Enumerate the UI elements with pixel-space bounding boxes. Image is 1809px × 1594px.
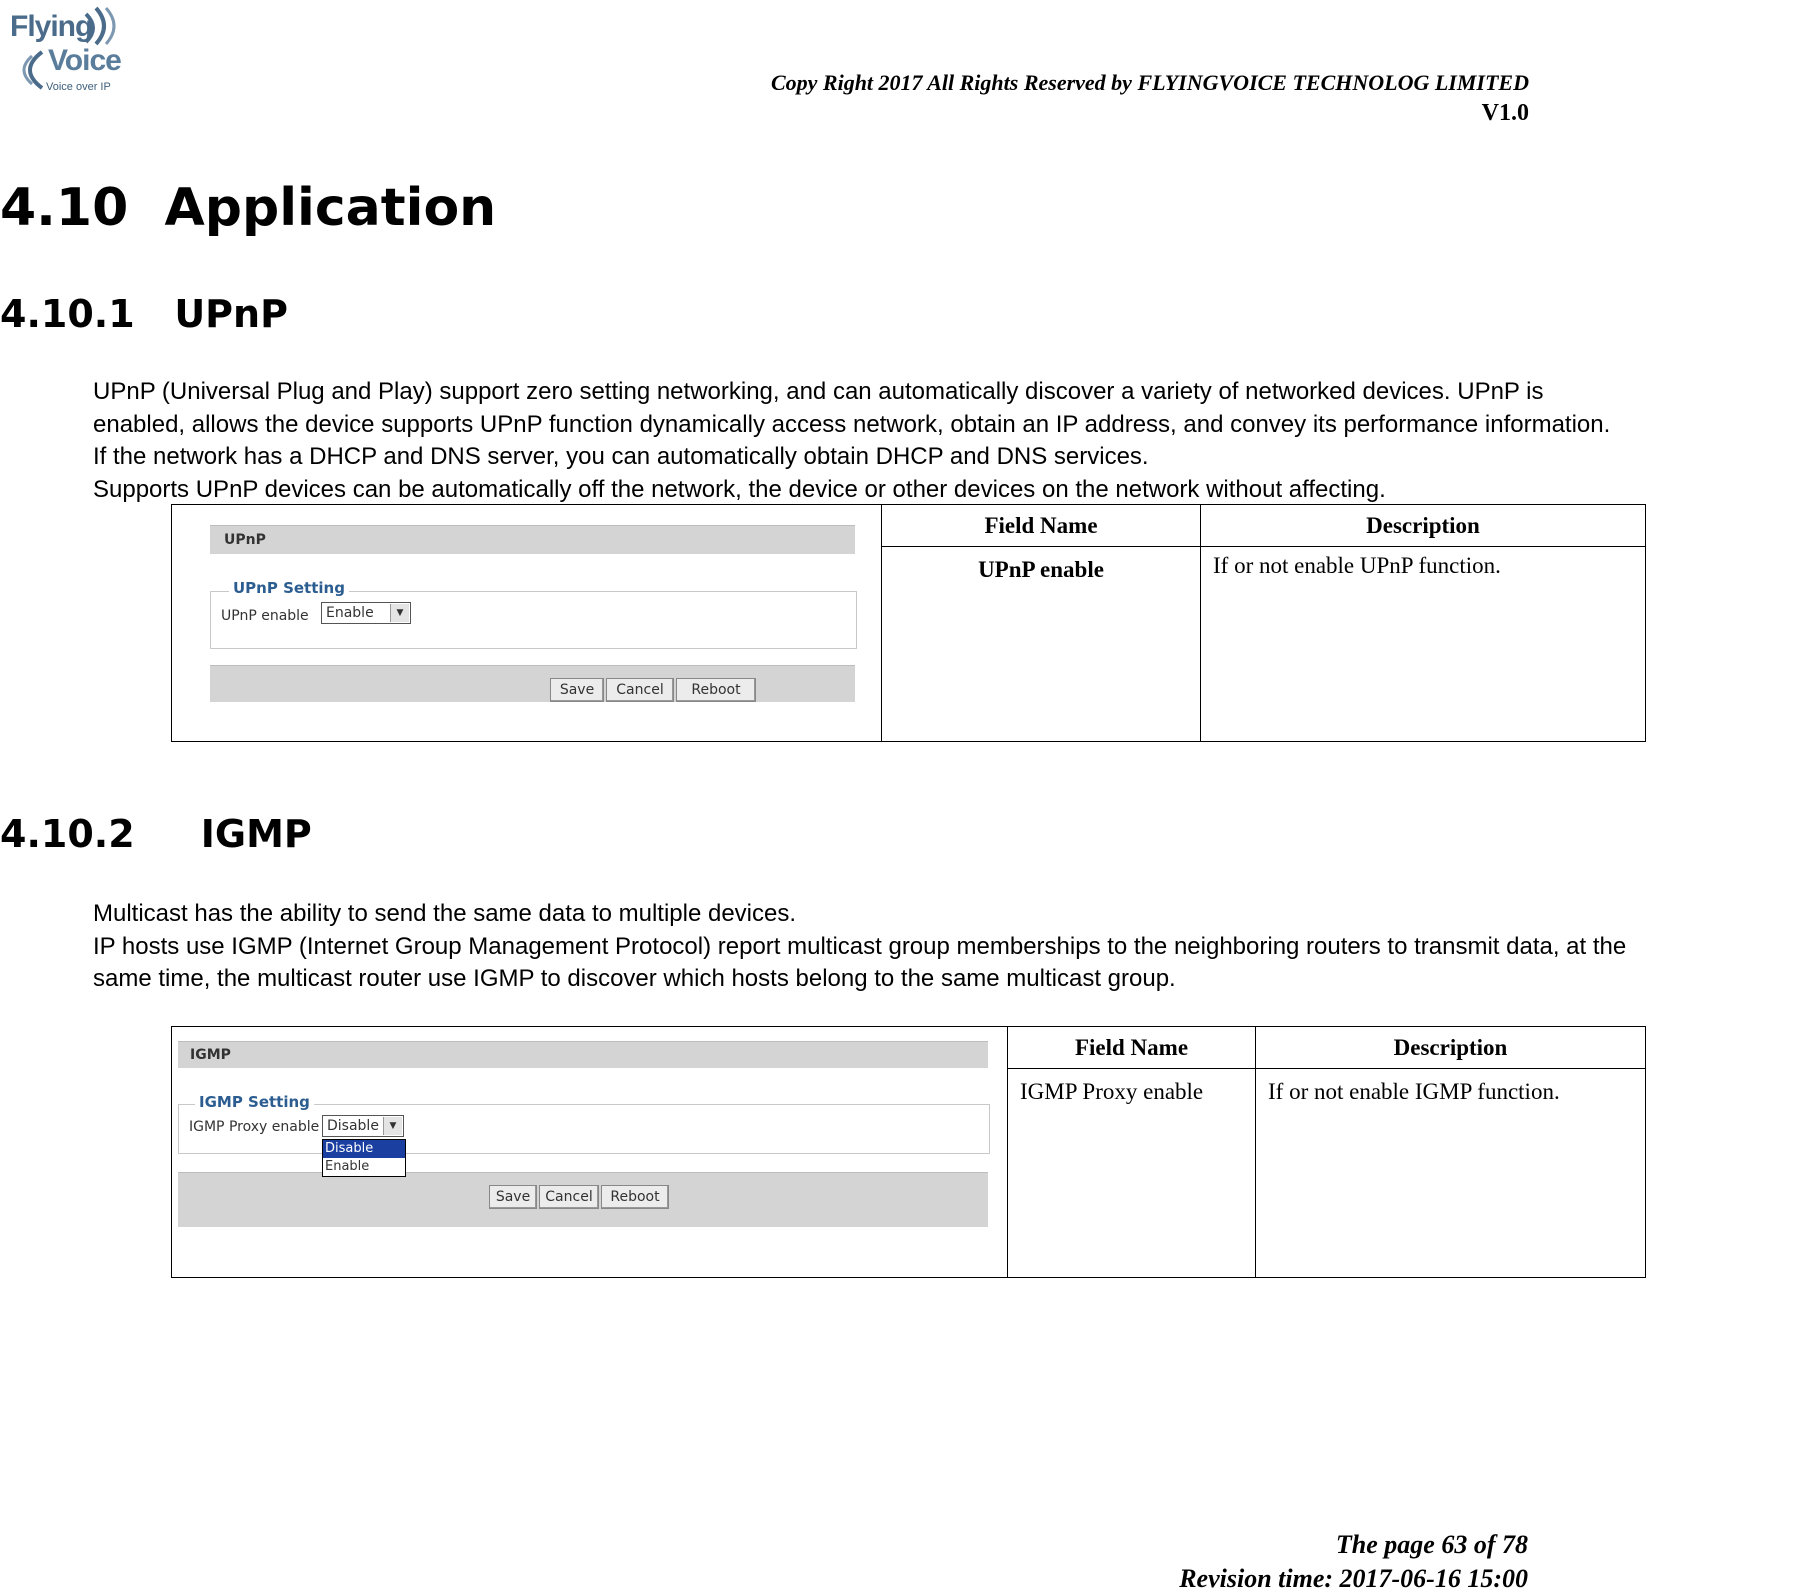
upnp-setting-legend: UPnP Setting bbox=[229, 579, 349, 597]
chevron-down-icon: ▼ bbox=[390, 604, 409, 622]
igmp-description-cell bbox=[1256, 1069, 1646, 1278]
igmp-setting-legend: IGMP Setting bbox=[195, 1093, 314, 1111]
upnp-setting-fieldset bbox=[210, 579, 857, 649]
igmp-field-cell bbox=[1008, 1069, 1256, 1278]
section-title: 4.10 Application bbox=[0, 178, 497, 238]
igmp-field-table bbox=[171, 1026, 1646, 1278]
igmp-proxy-dropdown bbox=[322, 1139, 406, 1177]
field-name-value: IGMP Proxy enable bbox=[1020, 1079, 1204, 1105]
igmp-proxy-select-value: Disable bbox=[327, 1118, 379, 1134]
reboot-button[interactable]: Reboot bbox=[676, 678, 756, 702]
field-name-header: Field Name bbox=[882, 505, 1201, 547]
igmp-description bbox=[93, 898, 1809, 996]
revision-time: Revision time: 2017-06-16 15:00 bbox=[1179, 1564, 1528, 1593]
upnp-screenshot-cell bbox=[172, 505, 882, 742]
dropdown-option-enable[interactable]: Enable bbox=[325, 1159, 370, 1174]
igmp-proxy-select[interactable] bbox=[322, 1115, 404, 1137]
wifi-waves-icon bbox=[78, 6, 122, 46]
field-name-header: Field Name bbox=[1008, 1027, 1256, 1069]
paragraph-line: If the network has a DHCP and DNS server, you can automatically obtain DHCP and DNS services. bbox=[93, 443, 1149, 470]
save-button[interactable]: Save bbox=[550, 678, 604, 702]
upnp-enable-select-value: Enable bbox=[326, 605, 374, 621]
paragraph-line: enabled, allows the device supports UPnP function dynamically access network, obtain an IP address, and convey its performance information. bbox=[93, 410, 1611, 438]
field-description-value: If or not enable UPnP function. bbox=[1213, 553, 1501, 578]
paragraph-line: IP hosts use IGMP (Internet Group Management Protocol) report multicast group memberships to the neighboring routers to transmit data, at the bbox=[93, 932, 1627, 960]
dropdown-option-disable[interactable]: Disable bbox=[323, 1140, 405, 1158]
logo-arcs-icon bbox=[12, 48, 48, 92]
upnp-field-cell bbox=[882, 547, 1201, 742]
upnp-field-table bbox=[171, 504, 1646, 742]
upnp-description-cell bbox=[1201, 547, 1646, 742]
description-header: Description bbox=[1201, 505, 1646, 547]
paragraph-line: Supports UPnP devices can be automatically off the network, the device or other devices on the network without affecting. bbox=[93, 475, 1386, 503]
flyingvoice-logo bbox=[8, 6, 123, 96]
page-number: The page 63 of 78 bbox=[1335, 1530, 1528, 1559]
upnp-description bbox=[93, 376, 1809, 506]
version-text: V1.0 bbox=[1481, 100, 1529, 126]
paragraph-line: same time, the multicast router use IGMP to discover which hosts belong to the same multicast group. bbox=[93, 965, 1176, 992]
logo-word-voice: Voice bbox=[48, 44, 121, 77]
paragraph-line: UPnP (Universal Plug and Play) support zero setting networking, and can automatically discover a variety of networked devices. UPnP is bbox=[93, 378, 1544, 405]
paragraph-line: Multicast has the ability to send the same data to multiple devices. bbox=[93, 900, 797, 927]
upnp-bar-title: UPnP bbox=[224, 532, 266, 548]
copyright-text: Copy Right 2017 All Rights Reserved by FLYINGVOICE TECHNOLOG LIMITED bbox=[770, 70, 1529, 95]
cancel-button[interactable]: Cancel bbox=[606, 678, 674, 702]
logo-tagline: Voice over IP bbox=[46, 81, 111, 93]
upnp-button-bar bbox=[210, 665, 855, 702]
upnp-title-bar bbox=[210, 525, 855, 554]
chevron-down-icon: ▼ bbox=[383, 1117, 402, 1135]
igmp-title-bar bbox=[178, 1041, 988, 1068]
igmp-settings-screenshot bbox=[172, 1027, 1007, 1277]
igmp-heading: 4.10.2 IGMP bbox=[0, 812, 312, 856]
save-button[interactable]: Save bbox=[489, 1185, 537, 1209]
igmp-screenshot-cell bbox=[172, 1027, 1008, 1278]
igmp-proxy-enable-label: IGMP Proxy enable bbox=[189, 1119, 320, 1135]
reboot-button[interactable]: Reboot bbox=[601, 1185, 669, 1209]
igmp-button-bar bbox=[178, 1172, 988, 1227]
description-header: Description bbox=[1256, 1027, 1646, 1069]
upnp-settings-screenshot bbox=[172, 505, 881, 741]
field-name-value: UPnP enable bbox=[978, 557, 1104, 582]
logo-word-flying: Flying bbox=[10, 10, 93, 43]
upnp-enable-label: UPnP enable bbox=[221, 608, 309, 624]
field-description-value: If or not enable IGMP function. bbox=[1268, 1079, 1560, 1105]
cancel-button[interactable]: Cancel bbox=[539, 1185, 599, 1209]
upnp-heading: 4.10.1 UPnP bbox=[0, 292, 288, 336]
igmp-bar-title: IGMP bbox=[190, 1047, 231, 1063]
upnp-enable-select[interactable] bbox=[321, 602, 411, 624]
